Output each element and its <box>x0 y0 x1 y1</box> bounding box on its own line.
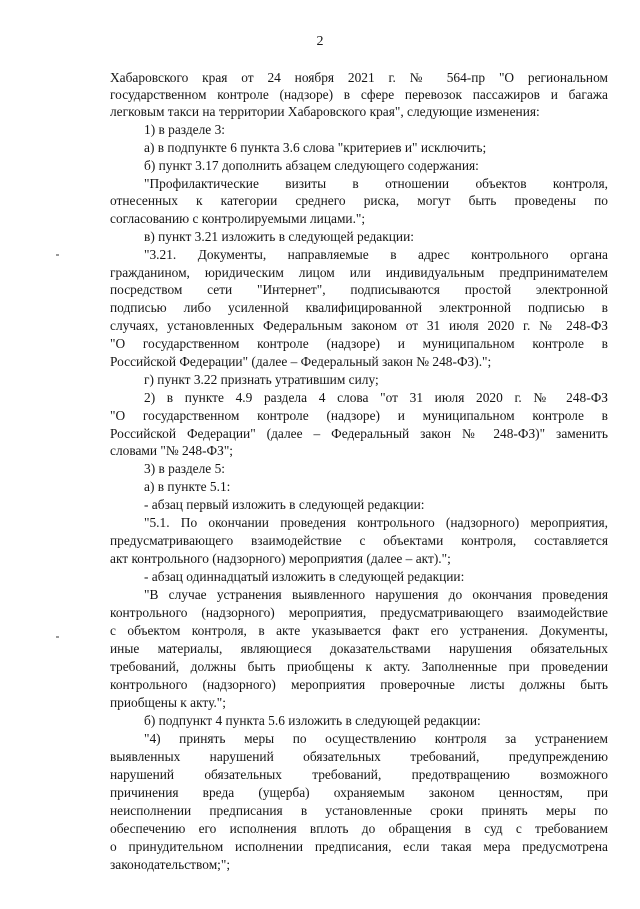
text-line: согласованию с контролируемыми лицами."; <box>110 211 366 226</box>
text-line: акт контрольного (надзорного) мероприятия (далее – акт)."; <box>110 551 451 566</box>
text-line: Хабаровского края от 24 ноября 2021 г. № 564-пр "О региональном <box>110 70 608 85</box>
text-line: случаях, установленных Федеральным законом от 31 июля 2020 г. № 248-ФЗ <box>110 318 608 333</box>
text-line: а) в пункте 5.1: <box>144 479 231 494</box>
text-line: а) в подпункте 6 пункта 3.6 слова "критериев и" исключить; <box>144 140 487 155</box>
text-line: - абзац одиннадцатый изложить в следующей редакции: <box>144 569 465 584</box>
text-line: государственном контроле (надзоре) в сфере перевозок пассажиров и багажа <box>110 87 608 102</box>
text-line: Российской Федерации" (далее – Федеральный закон № 248-ФЗ)" заменить <box>110 426 608 441</box>
text-line: контрольного (надзорного) мероприятия, предусматривающего взаимодействие <box>110 605 608 620</box>
margin-mark <box>56 636 59 638</box>
text-line: нарушений обязательных требований, предотвращению возможного <box>110 767 608 782</box>
text-line: Российской Федерации" (далее – Федеральный закон № 248-ФЗ)."; <box>110 354 492 369</box>
text-line: законодательством;"; <box>110 857 231 872</box>
text-line: требований, должны быть приобщены к акту. Заполненные при проведении <box>110 659 608 674</box>
text-line: "В случае устранения выявленного нарушения до окончания проведения <box>144 587 608 602</box>
text-line: иные материалы, являющиеся доказательствами нарушения обязательных <box>110 641 608 656</box>
text-line: с объектом контроля, в акте указывается факт его устранения. Документы, <box>110 623 608 638</box>
text-line: 1) в разделе 3: <box>144 122 226 137</box>
text-line: 3) в разделе 5: <box>144 461 226 476</box>
text-line: "5.1. По окончании проведения контрольного (надзорного) мероприятия, <box>144 515 608 530</box>
text-line: г) пункт 3.22 признать утратившим силу; <box>144 372 379 387</box>
text-line: отнесенных к категории среднего риска, могут быть проведены по <box>110 193 608 208</box>
text-line: посредством сети "Интернет", подписываются простой электронной <box>110 282 608 297</box>
text-line: словами "№ 248-ФЗ"; <box>110 443 234 458</box>
text-line: подписью либо усиленной квалифицированной электронной подписью в <box>110 300 608 315</box>
text-line: гражданином, юридическим лицом или индивидуальным предпринимателем <box>110 265 608 280</box>
text-line: в) пункт 3.21 изложить в следующей редакции: <box>144 229 414 244</box>
margin-mark <box>56 254 59 256</box>
text-line: предусматривающего взаимодействие с объектами контроля, составляется <box>110 533 608 548</box>
text-line: причинения вреда (ущерба) охраняемым законом ценностям, при <box>110 785 608 800</box>
text-line: обеспечению его исполнения вплоть до обращения в суд с требованием <box>110 821 608 836</box>
text-line: приобщены к акту."; <box>110 695 226 710</box>
text-line: неисполнении предписания в установленные сроки принять меры по <box>110 803 608 818</box>
text-line: "О государственном контроле (надзоре) и муниципальном контроле в <box>110 336 608 351</box>
text-line: 2) в пункте 4.9 раздела 4 слова "от 31 июля 2020 г. № 248-ФЗ <box>144 390 608 405</box>
text-line: "3.21. Документы, направляемые в адрес контрольного органа <box>144 247 608 262</box>
text-line: "4) принять меры по осуществлению контроля за устранением <box>144 731 608 746</box>
text-line: легковым такси на территории Хабаровского края", следующие изменения: <box>110 104 540 119</box>
text-line: контрольного (надзорного) мероприятия проверочные листы должны быть <box>110 677 608 692</box>
text-line: "О государственном контроле (надзоре) и муниципальном контроле в <box>110 408 608 423</box>
text-line: выявленных нарушений обязательных требований, предупреждению <box>110 749 608 764</box>
text-line: - абзац первый изложить в следующей редакции: <box>144 497 425 512</box>
text-line: о принудительном исполнении предписания, если такая мера предусмотрена <box>110 839 608 854</box>
text-line: "Профилактические визиты в отношении объектов контроля, <box>144 176 608 191</box>
text-line: б) подпункт 4 пункта 5.6 изложить в следующей редакции: <box>144 713 481 728</box>
page-number: 2 <box>316 34 324 49</box>
text-line: б) пункт 3.17 дополнить абзацем следующего содержания: <box>144 158 479 173</box>
